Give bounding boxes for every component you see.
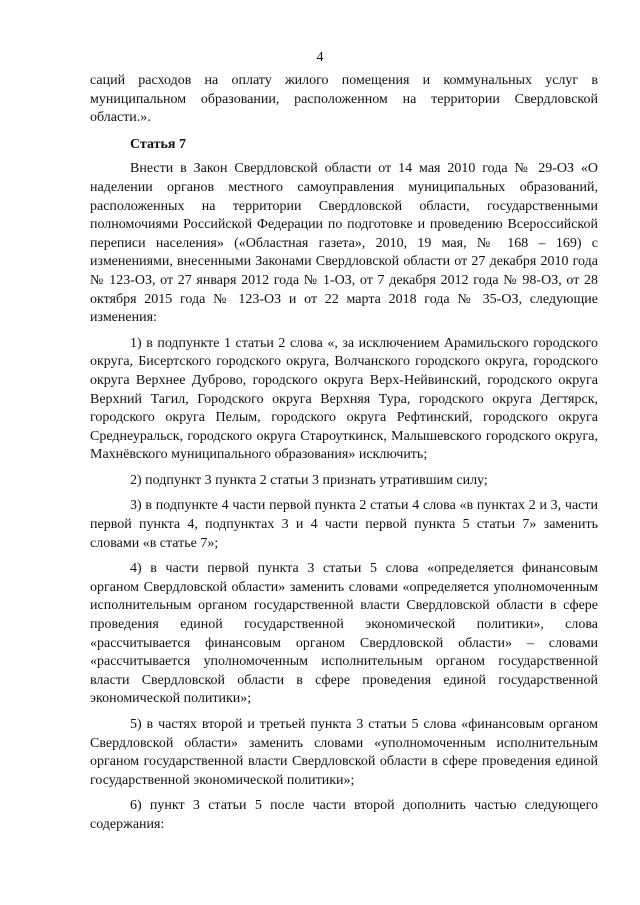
paragraph-item-2: 2) подпункт 3 пункта 2 статьи 3 признать утратившим силу;: [130, 472, 488, 488]
paragraph-item-4: 4) в части первой пункта 3 статьи 5 слова «определяется финансовым органом Свердловской области» заменить словами «определяется уполномоченным исполнительным органом государственной власти Свердловской области в сфере проведения единой государственной экономической политики», слова «рассчитывается финансовым органом Свердловской области» – словами «рассчитывается уполномоченным исполнительным органом государственной власти Свердловской области в сфере проведения единой государственной экономической политики»;: [90, 561, 598, 707]
paragraph-item-1: 1) в подпункте 1 статьи 2 слова «, за исключением Арамильского городского округа, Бисертского городского округа, Волчанского городского округа, городского округа Верхнее Дуброво, городского округа Верх-Нейвинский, городского округа Верхний Тагил, Городского округа Верхняя Тура, городского округа Дегтярск, городского округа Пелым, городского округа Рефтинский, городского округа Среднеуральск, городского округа Староуткинск, Малышевского городского округа, Махнёвского муниципального образования» исключить;: [90, 335, 598, 463]
page-number: 4: [316, 50, 324, 65]
paragraph-continuation: саций расходов на оплату жилого помещения и коммунальных услуг в муниципальном образовании, расположенном на территории Свердловской области.».: [90, 73, 598, 126]
paragraph-item-6: 6) пункт 3 статьи 5 после части второй дополнить частью следующего содержания:: [90, 798, 598, 832]
article-heading: Статья 7: [130, 136, 186, 152]
paragraph-intro: Внести в Закон Свердловской области от 14 мая 2010 года № 29-ОЗ «О наделении органов местного самоуправления муниципальных образований, расположенных на территории Свердловской области, государственными полномочиями Российской Федерации по подготовке и проведению Всероссийской переписи населения» («Областная газета», 2010, 19 мая, № 168 – 169) с изменениями, внесенными Законами Свердловской области от 27 декабря 2010 года № 123-ОЗ, от 27 января 2012 года № 1-ОЗ, от 7 декабря 2012 года № 98-ОЗ, от 28 октября 2015 года № 123-ОЗ и от 22 марта 2018 года № 35-ОЗ, следующие изменения:: [90, 161, 598, 326]
document-body: [90, 72, 598, 842]
paragraph-item-3: 3) в подпункте 4 части первой пункта 2 статьи 4 слова «в пунктах 2 и 3, части первой пункта 4, подпунктах 3 и 4 части первой пункта 5 статьи 7» заменить словами «в статье 7»;: [90, 498, 598, 551]
paragraph-item-5: 5) в частях второй и третьей пункта 3 статьи 5 слова «финансовым органом Свердловской области» заменить словами «уполномоченным исполнительным органом государственной власти Свердловской области в сфере проведения единой государственной экономической политики»;: [90, 717, 598, 788]
